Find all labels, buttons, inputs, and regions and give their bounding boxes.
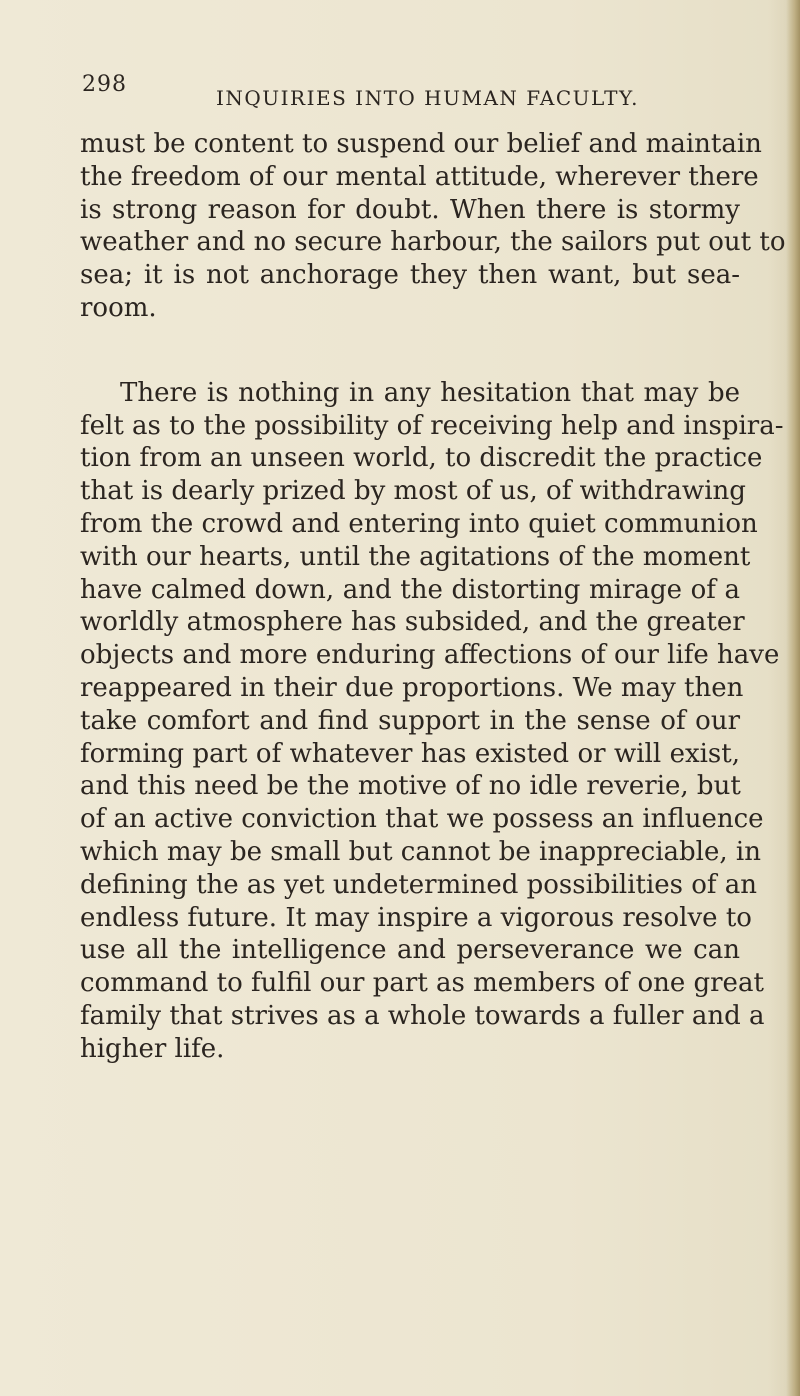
text-line: use all the intelligence and perseverance we can	[80, 935, 740, 966]
page-number: 298	[82, 72, 127, 97]
paragraph-1	[80, 128, 786, 325]
text-line: worldly atmosphere has subsided, and the greater	[80, 607, 745, 638]
text-line: family that strives as a whole towards a fuller and a	[80, 1000, 765, 1031]
text-line: which may be small but cannot be inappreciable, in	[80, 836, 761, 867]
text-line: room.	[80, 292, 157, 323]
text-line: the freedom of our mental attitude, wherever there	[80, 161, 759, 192]
text-line: objects and more enduring affections of our life have	[80, 640, 780, 671]
text-line: that is dearly prized by most of us, of withdrawing	[80, 476, 746, 507]
page-header	[82, 72, 642, 112]
paragraph-2	[80, 377, 784, 1066]
text-line: is strong reason for doubt. When there is stormy	[80, 194, 740, 225]
text-line: sea; it is not anchorage they then want, but sea-	[80, 260, 740, 291]
text-line: higher life.	[80, 1033, 225, 1064]
text-line: reappeared in their due proportions. We may then	[80, 672, 744, 703]
text-line: weather and no secure harbour, the sailors put out to	[80, 227, 786, 258]
text-line: felt as to the possibility of receiving help and inspira-	[80, 410, 784, 441]
text-line: must be content to suspend our belief and maintain	[80, 129, 762, 159]
text-line: and this need be the motive of no idle reverie, but	[80, 771, 741, 802]
text-line: from the crowd and entering into quiet communion	[80, 508, 758, 539]
text-line: have calmed down, and the distorting mirage of a	[80, 574, 740, 605]
text-line: endless future. It may inspire a vigorous resolve to	[80, 902, 752, 933]
running-head: INQUIRIES INTO HUMAN FACULTY.	[216, 86, 639, 110]
text-line: tion from an unseen world, to discredit the practice	[80, 443, 763, 474]
page-edge-shadow	[786, 0, 800, 1396]
text-line: forming part of whatever has existed or will exist,	[80, 738, 740, 769]
text-line: There is nothing in any hesitation that may be	[120, 377, 740, 408]
text-line: take comfort and find support in the sense of our	[80, 705, 740, 736]
paragraph-gap	[80, 325, 740, 377]
text-line: defining the as yet undetermined possibilities of an	[80, 869, 758, 900]
text-line: command to fulfil our part as members of one great	[80, 968, 764, 999]
text-line: of an active conviction that we possess an influence	[80, 804, 764, 835]
body-text	[80, 128, 786, 1066]
text-line: with our hearts, until the agitations of the moment	[80, 541, 751, 572]
